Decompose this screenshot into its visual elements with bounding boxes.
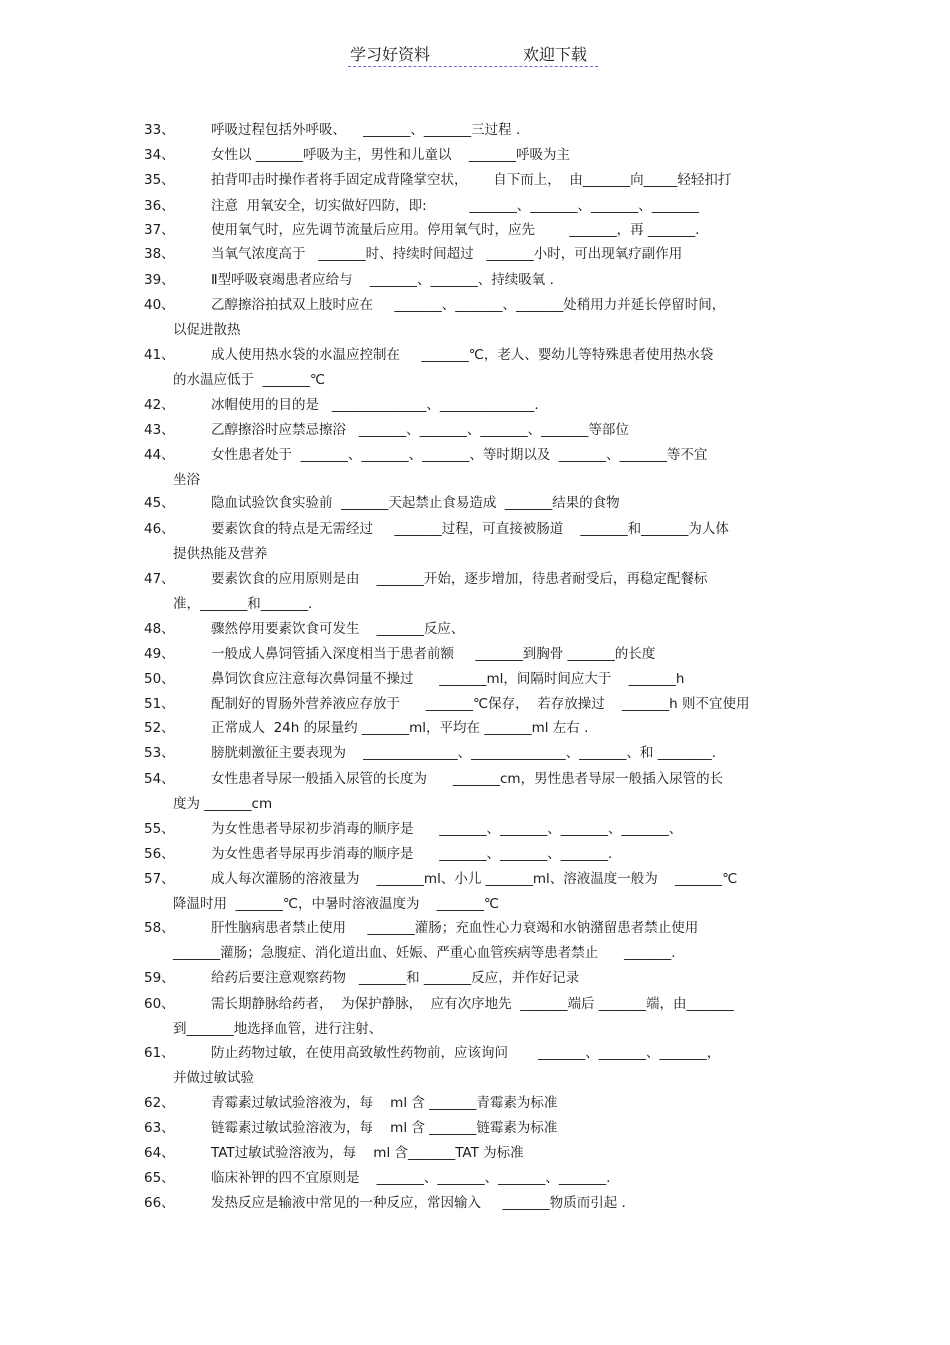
question-text: 链霉素过敏试验溶液为，每 ml 含 _______链霉素为标准 — [211, 1120, 558, 1136]
question-number: 37、 — [144, 222, 175, 238]
question-text: 拍背叩击时操作者将手固定成背隆掌空状， 自下而上， 由_______向_____轻轻扣打 — [211, 172, 732, 188]
question-text: 临床补钾的四不宜原则是 _______、_______、_______、_______. — [211, 1170, 611, 1186]
question-text: 肝性脑病患者禁止使用 _______灌肠；充血性心力衰竭和水钠潴留患者禁止使用 — [211, 920, 699, 936]
question-text-continued: 的水温应低于 _______℃ — [173, 372, 325, 388]
question-text-continued: 以促进散热 — [173, 322, 241, 338]
question-text: 为女性患者导尿再步消毒的顺序是 _______、_______、_______. — [211, 846, 613, 862]
question-number: 41、 — [144, 347, 175, 363]
question-number: 51、 — [144, 696, 175, 712]
question-number: 39、 — [144, 272, 175, 288]
question-text-continued: 提供热能及营养 — [173, 546, 268, 562]
question-text: 乙醇擦浴拍拭双上肢时应在 _______、_______、_______处稍用力并延长停留时间， — [211, 297, 726, 313]
question-number: 60、 — [144, 996, 175, 1012]
question-text: 一般成人鼻饲管插入深度相当于患者前额 _______到胸骨 _______的长度 — [211, 646, 656, 662]
question-number: 35、 — [144, 172, 175, 188]
question-text-continued: 度为 _______cm — [173, 796, 273, 812]
question-text: 成人每次灌肠的溶液量为 _______ml、小儿 _______ml、溶液温度一般为 _______℃ — [211, 871, 738, 887]
question-number: 61、 — [144, 1045, 175, 1061]
question-number: 64、 — [144, 1145, 175, 1161]
question-number: 47、 — [144, 571, 175, 587]
question-text: 鼻饲饮食应注意每次鼻饲量不操过 _______ml，间隔时间应大于 _______h — [211, 671, 685, 687]
question-text: 隐血试验饮食实验前 _______天起禁止食易造成 _______结果的食物 — [211, 495, 620, 511]
question-number: 40、 — [144, 297, 175, 313]
page-header — [348, 40, 598, 67]
question-number: 50、 — [144, 671, 175, 687]
question-number: 34、 — [144, 147, 175, 163]
question-number: 36、 — [144, 198, 175, 214]
question-number: 56、 — [144, 846, 175, 862]
header-left-text: 学习好资料 — [350, 45, 431, 64]
question-text: 膀胱刺激征主要表现为 ______________、______________、_______、和 ________. — [211, 745, 716, 761]
question-text: 青霉素过敏试验溶液为，每 ml 含 _______青霉素为标准 — [211, 1095, 558, 1111]
question-number: 43、 — [144, 422, 175, 438]
question-text: 女性患者导尿一般插入尿管的长度为 _______cm，男性患者导尿一般插入尿管的长 — [211, 771, 724, 787]
question-text: 呼吸过程包括外呼吸、 _______、_______三过程 . — [211, 122, 521, 138]
question-number: 42、 — [144, 397, 175, 413]
question-number: 49、 — [144, 646, 175, 662]
question-text: Ⅱ型呼吸衰竭患者应给与 _______、_______、持续吸氧 . — [211, 272, 554, 288]
question-number: 46、 — [144, 521, 175, 537]
header-right-text: 欢迎下载 — [523, 45, 588, 64]
question-number: 66、 — [144, 1195, 175, 1211]
question-number: 62、 — [144, 1095, 175, 1111]
question-text: 发热反应是输液中常见的一种反应，常因输入 _______物质而引起 . — [211, 1195, 626, 1211]
question-text: 为女性患者导尿初步消毒的顺序是 _______、_______、_______、_______、 — [211, 821, 683, 837]
question-number: 48、 — [144, 621, 175, 637]
question-text: 骤然停用要素饮食可发生 _______反应、 — [211, 621, 465, 637]
question-text: 女性以 _______呼吸为主，男性和儿童以 _______呼吸为主 — [211, 147, 570, 163]
question-text: 成人使用热水袋的水温应控制在 _______℃，老人、婴幼儿等特殊患者使用热水袋 — [211, 347, 714, 363]
question-text-continued: 坐浴 — [173, 472, 200, 488]
question-number: 53、 — [144, 745, 175, 761]
question-text: 乙醇擦浴时应禁忌擦浴 _______、_______、_______、_______等部位 — [211, 422, 629, 438]
question-text: TAT过敏试验溶液为，每 ml 含_______TAT 为标准 — [211, 1145, 524, 1161]
question-text-continued: 准，_______和_______. — [173, 596, 313, 612]
question-text: 女性患者处于 _______、_______、_______、等时期以及 _______、_______等不宜 — [211, 447, 708, 463]
question-number: 57、 — [144, 871, 175, 887]
question-text-continued: 到_______地选择血管，进行注射、 — [173, 1021, 383, 1037]
question-text: 注意 用氧安全，切实做好四防，即: _______、_______、_______、_______ — [211, 198, 700, 214]
question-text: 冰帽使用的目的是 ______________、______________. — [211, 397, 539, 413]
question-number: 59、 — [144, 970, 175, 986]
question-number: 38、 — [144, 246, 175, 262]
question-number: 58、 — [144, 920, 175, 936]
question-number: 44、 — [144, 447, 175, 463]
question-number: 52、 — [144, 720, 175, 736]
question-number: 54、 — [144, 771, 175, 787]
question-text: 正常成人 24h 的尿量约 _______ml，平均在 _______ml 左右 . — [211, 720, 589, 736]
question-text: 需长期静脉给药者， 为保护静脉， 应有次序地先 _______端后 _______端，由_______ — [211, 996, 734, 1012]
question-number: 45、 — [144, 495, 175, 511]
question-text-continued: _______灌肠；急腹症、消化道出血、妊娠、严重心血管疾病等患者禁止 _______. — [173, 945, 676, 961]
question-text: 要素饮食的应用原则是由 _______开始，逐步增加，待患者耐受后，再稳定配餐标 — [211, 571, 708, 587]
question-text-continued: 并做过敏试验 — [173, 1070, 254, 1086]
question-text: 要素饮食的特点是无需经过 _______过程，可直接被肠道 _______和_______为人体 — [211, 521, 729, 537]
question-number: 63、 — [144, 1120, 175, 1136]
question-text: 给药后要注意观察药物 _______和 _______反应，并作好记录 — [211, 970, 580, 986]
question-number: 33、 — [144, 122, 175, 138]
question-text-continued: 降温时用 _______℃，中暑时溶液温度为 _______℃ — [173, 896, 500, 912]
question-text: 使用氧气时，应先调节流量后应用。停用氧气时，应先 _______，再 _______. — [211, 222, 700, 238]
question-number: 65、 — [144, 1170, 175, 1186]
question-text: 配制好的胃肠外营养液应存放于 _______℃保存， 若存放操过 _______h 则不宜使用 — [211, 696, 750, 712]
question-number: 55、 — [144, 821, 175, 837]
question-text: 当氧气浓度高于 _______时、持续时间超过 _______小时，可出现氧疗副作用 — [211, 246, 683, 262]
question-text: 防止药物过敏，在使用高致敏性药物前，应该询问 _______、_______、_______， — [211, 1045, 721, 1061]
